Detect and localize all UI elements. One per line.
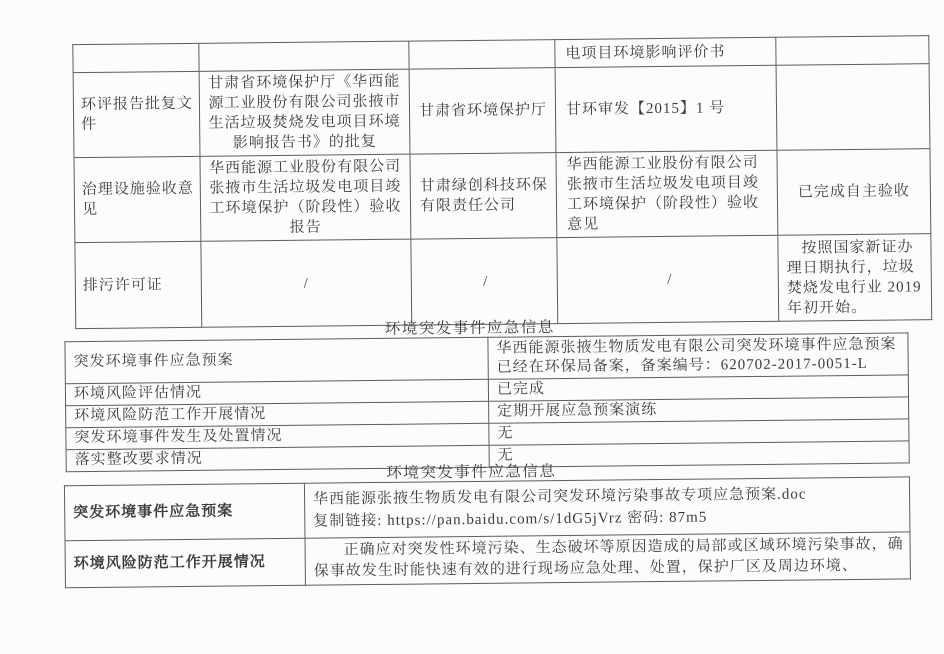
t1-r2-label: 治理设施验收意见 (74, 156, 201, 242)
t1-r0-label (73, 43, 199, 72)
t1-r0-c2 (199, 41, 409, 71)
t2-r4-label: 落实整改要求情况 (66, 445, 489, 471)
t2-r1-label: 环境风险评估情况 (65, 379, 488, 405)
t2-r4-value: 无 (489, 441, 909, 467)
t2-r3-value: 无 (489, 419, 909, 445)
t1-r1-c3: 甘肃省环境保护厅 (409, 68, 556, 155)
t1-r3-c2: / (201, 239, 412, 327)
t3-r1-value (305, 532, 910, 585)
t1-r0-c5 (776, 36, 929, 66)
emergency-plan-detail-table (64, 476, 911, 588)
t2-r2-value: 定期开展应急预案演练 (489, 397, 909, 423)
t1-r1-label: 环评报告批复文件 (73, 71, 200, 157)
t3-r0-label: 突发环境事件应急预案 (64, 483, 305, 541)
t2-r2-label: 环境风险防范工作开展情况 (66, 401, 489, 427)
table-row (65, 532, 910, 588)
t1-r3-c4: / (557, 235, 779, 323)
t2-r0-label: 突发环境事件应急预案 (65, 337, 488, 383)
section-title-emergency-info-2: 环境突发事件应急信息 (386, 463, 557, 482)
t3-r0-value (304, 477, 910, 538)
t1-r2-c2: 华西能源工业股份有限公司张掖市生活垃圾发电项目竣工环境保护（阶段性）验收报告 (200, 154, 411, 241)
t1-r3-label: 排污许可证 (75, 241, 202, 328)
t1-r1-c2: 甘肃省环境保护厅《华西能源工业股份有限公司张掖市生活垃圾焚烧发电项目环境影响报告书》的批复 (199, 69, 410, 156)
t1-r2-c4: 华西能源工业股份有限公司张掖市生活垃圾发电项目竣工环境保护（阶段性）验收意见 (556, 150, 778, 237)
t1-r0-c3 (409, 40, 555, 70)
t2-r0-value: 华西能源张掖生物质发电有限公司突发环境事件应急预案已经在环保局备案，备案编号：620702-2017-0051-L (488, 333, 908, 379)
t2-r3-label: 突发环境事件发生及处置情况 (66, 423, 489, 449)
table-row (74, 149, 931, 243)
t1-r0-c4: 电项目环境影响评价书 (555, 37, 776, 67)
emergency-info-summary-table (64, 332, 909, 472)
t1-r1-c5 (776, 64, 930, 151)
t1-r2-c5: 已完成自主验收 (777, 149, 931, 236)
plan-doc-name: 华西能源张掖生物质发电有限公司突发环境污染事故专项应急预案.doc (312, 486, 807, 508)
table-row (73, 64, 930, 158)
table-row (64, 477, 910, 541)
approval-documents-table (72, 35, 932, 329)
plan-share-link: 复制链接: https://pan.baidu.com/s/1dG5jVrz 密码: 87m5 (313, 509, 708, 530)
t3-r1-label: 环境风险防范工作开展情况 (65, 538, 305, 588)
t1-r1-c4: 甘环审发【2015】1 号 (555, 65, 777, 152)
risk-prevention-text: 正确应对突发性环境污染、生态破坏等原因造成的局部或区域环境污染事故，确保事故发生时能快速有效的进行现场应急处理、处置，保护厂区及周边环境、 (313, 536, 904, 580)
section-title-emergency-info-1: 环境突发事件应急信息 (384, 319, 555, 338)
t1-r2-c3: 甘肃绿创科技环保有限责任公司 (410, 153, 557, 240)
t1-r3-c3: / (411, 238, 558, 326)
t1-r3-c5: 按照国家新证办理日期执行，垃圾焚烧发电行业 2019 年初开始。 (778, 234, 932, 322)
t2-r1-value: 已完成 (488, 375, 908, 401)
